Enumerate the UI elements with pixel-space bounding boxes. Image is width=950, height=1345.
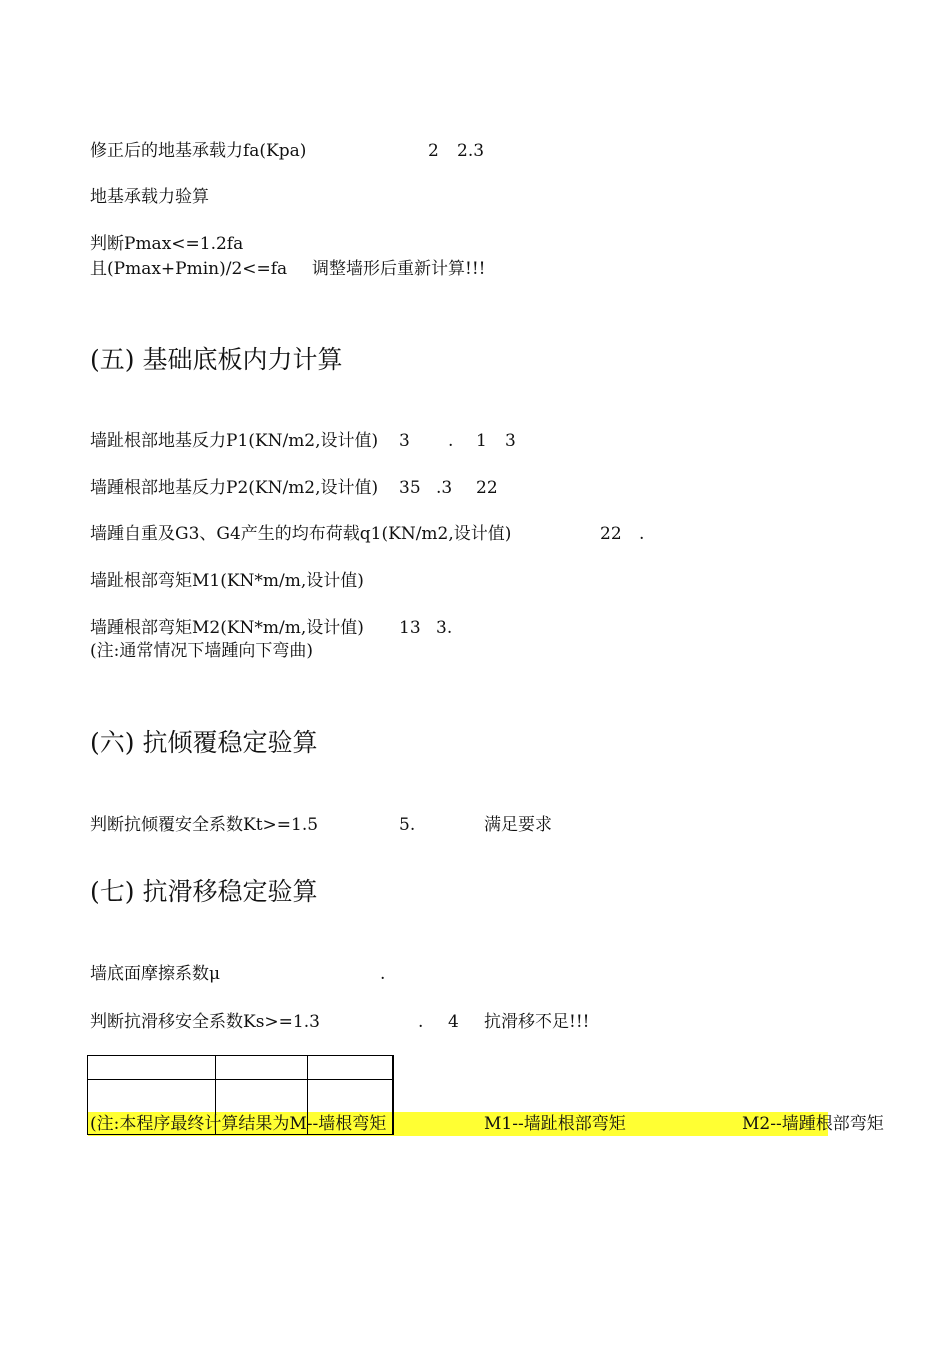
p1-value-3: 1 xyxy=(476,431,487,451)
p2-label: 墙踵根部地基反力P2(KN/m2,设计值) xyxy=(90,478,379,498)
q1-value-1: 22 xyxy=(600,524,622,544)
ks-value-1: . xyxy=(418,1012,424,1032)
avg-pressure-result: 调整墙形后重新计算!!! xyxy=(312,259,486,279)
p2-value-1: 35 xyxy=(399,478,421,498)
m2-note: (注:通常情况下墙踵向下弯曲) xyxy=(90,641,313,661)
bearing-check-label: 地基承载力验算 xyxy=(90,187,209,207)
fa-value-1: 2 xyxy=(428,141,439,161)
heading-section-6: (六) 抗倾覆稳定验算 xyxy=(90,728,318,757)
kt-label: 判断抗倾覆安全系数Kt>=1.5 xyxy=(90,815,319,835)
footer-note-m1: M1--墙趾根部弯矩 xyxy=(484,1114,626,1134)
p1-value-2: . xyxy=(448,431,454,451)
q1-label: 墙踵自重及G3、G4产生的均布荷载q1(KN/m2,设计值) xyxy=(90,524,512,544)
ks-label: 判断抗滑移安全系数Ks>=1.3 xyxy=(90,1012,320,1032)
p1-label: 墙趾根部地基反力P1(KN/m2,设计值) xyxy=(90,431,379,451)
mu-value: . xyxy=(380,964,386,984)
p1-value-4: 3 xyxy=(505,431,516,451)
footer-note-m: (注:本程序最终计算结果为M--墙根弯矩 xyxy=(90,1114,387,1134)
p2-value-3: 22 xyxy=(476,478,498,498)
mu-label: 墙底面摩擦系数μ xyxy=(90,964,221,984)
grid-row-line xyxy=(88,1079,392,1080)
m2-value-2: 3. xyxy=(436,618,453,638)
ks-value-2: 4 xyxy=(448,1012,459,1032)
m2-value-1: 13 xyxy=(399,618,421,638)
heading-section-7: (七) 抗滑移稳定验算 xyxy=(90,877,318,906)
fa-label: 修正后的地基承载力fa(Kpa) xyxy=(90,141,307,161)
p1-value-1: 3 xyxy=(399,431,410,451)
pmax-condition: 判断Pmax<=1.2fa xyxy=(90,234,244,254)
m1-label: 墙趾根部弯矩M1(KN*m/m,设计值) xyxy=(90,571,364,591)
avg-pressure-condition: 且(Pmax+Pmin)/2<=fa xyxy=(90,259,288,279)
p2-value-2: .3 xyxy=(436,478,453,498)
heading-section-5: (五) 基础底板内力计算 xyxy=(90,345,343,374)
kt-value: 5. xyxy=(399,815,416,835)
q1-value-2: . xyxy=(639,524,645,544)
fa-value-2: 2.3 xyxy=(457,141,485,161)
m2-label: 墙踵根部弯矩M2(KN*m/m,设计值) xyxy=(90,618,364,638)
footer-note-m2: M2--墙踵根部弯矩 xyxy=(742,1114,884,1134)
ks-result: 抗滑移不足!!! xyxy=(484,1012,590,1032)
kt-result: 满足要求 xyxy=(484,815,552,835)
